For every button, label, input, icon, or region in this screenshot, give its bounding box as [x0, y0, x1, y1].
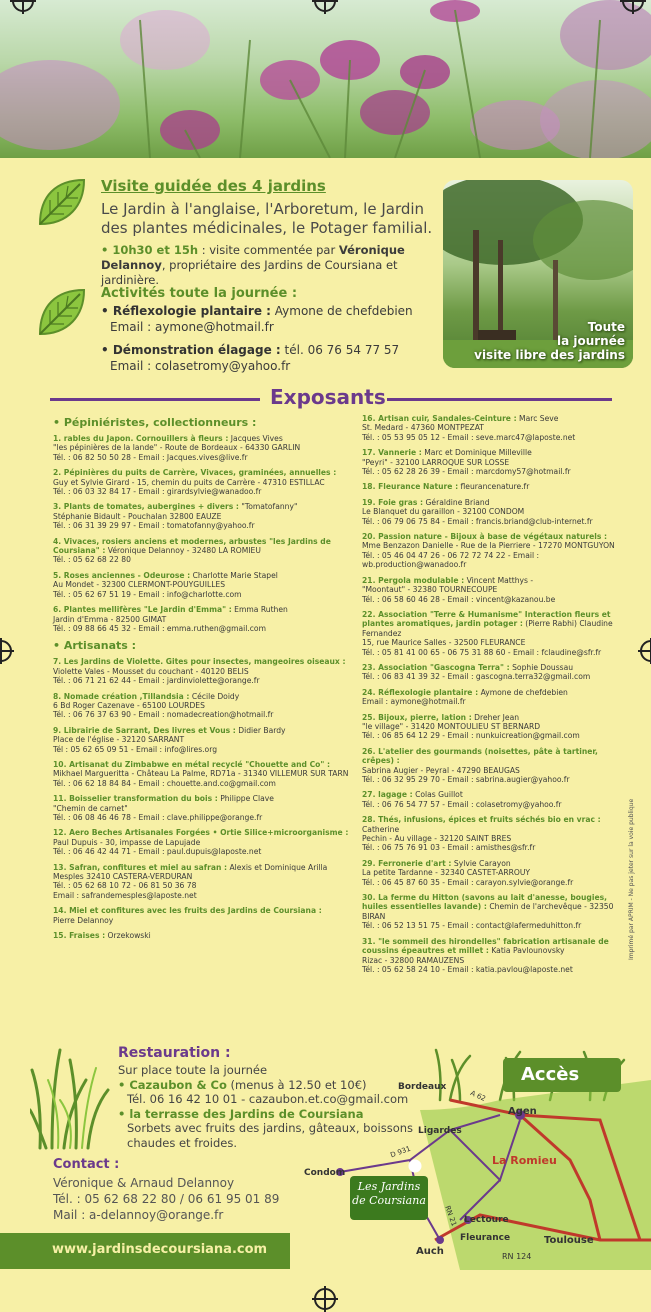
exhibitor-detail: Tél. : 06 83 41 39 32 - Email : gascogna.terra32@gmail.com [362, 672, 591, 682]
exhibitor-detail: 15, rue Maurice Salles - 32500 FLEURANCE [362, 638, 526, 648]
exhibitor-entry [362, 815, 624, 853]
exhibitor-heading: 19. Foie gras : [362, 497, 424, 507]
exhibitor-name: Alexis et Dominique Arilla [227, 862, 328, 872]
exposants-right-column [362, 414, 624, 980]
exhibitor-entry [362, 532, 624, 570]
exhibitor-detail: Tél. : 05 46 04 47 26 - 06 72 72 74 22 - Email : wb.production@wanadoo.fr [362, 550, 540, 570]
exhibitor-detail: Mikhael Margueritta - Château La Palme, RD71a - 31340 VILLEMUR SUR TARN [53, 769, 349, 779]
print-notice: Imprimé par APRIM - Ne pas jeter sur la voie publique [628, 798, 635, 960]
exhibitor-detail: Tél. : 06 45 87 60 35 - Email : carayon.sylvie@orange.fr [362, 877, 574, 887]
exhibitor-detail: Stéphanie Bidault - Pouchalan 32800 EAUZE [53, 511, 222, 521]
exhibitor-detail: Tél. : 06 52 13 51 75 - Email : contact@lafermeduhitton.fr [362, 921, 582, 931]
exhibitor-detail: Tél. : 06 31 39 29 97 - Email : tomatofanny@yahoo.fr [53, 521, 255, 531]
exhibitor-entry [362, 937, 624, 975]
contact-email: Mail : a-delannoy@orange.fr [53, 1208, 224, 1222]
divider-line [50, 398, 260, 401]
exhibitor-heading: 8. Nomade création ,Tillandsia : [53, 691, 190, 701]
exhibitor-heading: 2. Pépinières du puits de Carrère, Vivaces, graminées, annuelles : [53, 468, 337, 478]
exhibitor-entry [53, 726, 353, 754]
town-lectoure: Lectoure [464, 1215, 509, 1225]
exhibitor-detail: Tél. : 06 71 21 62 44 - Email : jardinviolette@orange.fr [53, 676, 260, 686]
visit-title: Visite guidée des 4 jardins [101, 177, 326, 195]
exhibitor-detail: "Moontaut" - 32380 TOURNECOUPE [362, 585, 498, 595]
exhibitor-detail: Pechin - Au village - 32120 SAINT BRES [362, 834, 512, 844]
registration-mark [0, 640, 12, 662]
visit-description: Le Jardin à l'anglaise, l'Arboretum, le Jardin des plantes médicinales, le Potager familial. [101, 200, 433, 237]
exhibitor-heading: 31. "le sommeil des hirondelles" fabrication artisanale de coussins épeautres et millet : [362, 936, 609, 956]
exhibitor-entry [53, 537, 353, 565]
exhibitor-entry [53, 468, 353, 496]
exhibitor-heading: 15. Fraises : [53, 931, 106, 941]
exhibitor-detail: Tél. : 06 58 60 46 28 - Email : vincent@kazanou.be [362, 594, 556, 604]
visit-time-text: : visite commentée par [198, 243, 339, 257]
exhibitor-name: Vincent Matthys - [464, 575, 534, 585]
exhibitor-entry [362, 663, 624, 682]
exhibitor-name: Jacques Vives [228, 434, 283, 443]
town-toulouse: Toulouse [544, 1235, 594, 1246]
exhibitor-detail: Tél. : 06 03 32 84 17 - Email : girardsylvie@wanadoo.fr [53, 487, 262, 497]
website-link[interactable]: www.jardinsdecoursiana.com [52, 1242, 268, 1257]
park-photo [443, 180, 633, 368]
activity-text: tél. 06 76 54 77 57 [280, 343, 400, 357]
exhibitor-detail: "le village" - 31420 MONTOULIEU ST BERNARD [362, 721, 541, 731]
exhibitor-heading: 12. Aero Beches Artisanales Forgées • Ortie Silice+microorganisme : [53, 828, 349, 838]
exhibitor-detail: Tél. : 05 62 28 26 39 - Email : marcdomy57@hotmail.fr [362, 467, 571, 477]
exhibitor-name: Géraldine Briand [423, 497, 490, 507]
exhibitor-detail: "les pépinières de la lande" - Route de Bordeaux - 64330 GARLIN [53, 443, 301, 453]
exhibitor-detail: Rizac - 32800 RAMAUZENS [362, 955, 465, 965]
exhibitor-name: Aymone de chefdebien [478, 687, 568, 697]
exhibitor-detail: Tél. : 06 46 42 44 71 - Email : paul.dupuis@laposte.net [53, 847, 262, 857]
exposants-left-column [53, 414, 353, 946]
exhibitor-heading: 28. Thés, infusions, épices et fruits séchés bio en vrac : [362, 815, 601, 825]
exhibitor-entry [362, 859, 624, 887]
exhibitor-detail: Mme Benzazon Danielle - Rue de la Pierriere - 17270 MONTGUYON [362, 541, 615, 551]
exhibitor-heading: 6. Plantes mellifères "Le Jardin d'Emma" : [53, 605, 232, 615]
flower-stems [0, 0, 651, 158]
exhibitor-detail: Tél. : 05 62 68 10 72 - 06 81 50 36 78 [53, 881, 197, 891]
exhibitor-entry [362, 576, 624, 604]
exhibitor-detail: Tél. : 06 79 06 75 84 - Email : francis.briand@club-internet.fr [362, 516, 593, 526]
exhibitor-detail: Tél : 05 62 65 09 51 - Email : info@lires.org [53, 744, 218, 754]
exhibitor-name: Colas Guillot [412, 790, 463, 800]
registration-mark [640, 640, 651, 662]
exhibitor-entry [362, 448, 624, 476]
exhibitor-detail: St. Medard - 47360 MONTPEZAT [362, 423, 484, 433]
exhibitor-detail: Email : safrandemesples@laposte.net [53, 890, 197, 900]
road-a62: A 62 [469, 1089, 487, 1103]
town-bordeaux: Bordeaux [398, 1082, 447, 1092]
terrace-name: • la terrasse des Jardins de Coursiana [118, 1106, 364, 1121]
exhibitor-name: (Pierre Rabhi) Claudine Fernandez [362, 619, 613, 638]
exhibitor-entry [362, 414, 624, 442]
exhibitor-detail: Tél. : 09 88 66 45 32 - Email : emma.ruthen@gmail.com [53, 623, 266, 633]
town-agen: Agen [508, 1106, 537, 1117]
exhibitor-entry [53, 906, 353, 925]
leaf-icon [36, 176, 88, 228]
exhibitor-entry [53, 794, 353, 822]
exhibitor-detail: Guy et Sylvie Girard - 15, chemin du puits de Carrère - 47310 ESTILLAC [53, 477, 325, 487]
visit-time: • 10h30 et 15h [101, 243, 199, 257]
exhibitor-heading: 27. lagage : [362, 790, 413, 800]
exhibitor-detail: Tél. : 05 81 41 00 65 - 06 75 31 88 60 - Email : fclaudine@sfr.fr [362, 647, 602, 657]
exhibitor-heading: 29. Ferronerie d'art : [362, 858, 452, 868]
logo-line: Les Jardins [357, 1180, 421, 1193]
exhibitor-entry [362, 713, 624, 741]
exhibitor-heading: 9. Librairie de Sarrant, Des livres et Vous : [53, 725, 236, 735]
contact-name: Véronique & Arnaud Delannoy [53, 1176, 235, 1190]
exhibitor-name: Chemin de l'archevêque - 32350 BIRAN [362, 902, 614, 921]
exhibitor-name: Sylvie Carayon [451, 858, 511, 868]
exhibitor-heading: 13. Safran, confitures et miel au safran : [53, 862, 228, 872]
exhibitor-detail: Pierre Delannoy [53, 915, 114, 925]
acces-title: Accès [521, 1064, 580, 1085]
town-la-romieu: La Romieu [492, 1154, 557, 1167]
exhibitor-detail: La petite Tardanne - 32340 CASTET-ARROUY [362, 868, 531, 878]
exhibitor-detail: Tél. : 05 62 58 24 10 - Email : katia.pavlou@laposte.net [362, 964, 573, 974]
exhibitor-entry [53, 502, 353, 530]
exhibitor-entry [53, 760, 353, 788]
road-d931: D 931 [389, 1144, 412, 1160]
exhibitor-detail: Le Blanquet du garaillon - 32100 CONDOM [362, 507, 525, 517]
contact-title: Contact : [53, 1157, 120, 1172]
logo-line: de Coursiana [352, 1194, 426, 1207]
contact-info [53, 1175, 279, 1223]
exhibitor-name: fleurancenature.fr [458, 482, 530, 492]
town-fleurance: Fleurance [460, 1233, 511, 1243]
exhibitor-entry [53, 434, 353, 462]
exhibitor-entry [53, 571, 353, 599]
exhibitor-detail: Sabrina Augier - Peyral - 47290 BEAUGAS [362, 765, 520, 775]
exhibitor-name: Didier Bardy [235, 725, 286, 735]
exhibitor-entry [362, 482, 624, 491]
exhibitor-detail: Tél. : 05 62 68 22 80 [53, 555, 131, 565]
exhibitor-heading: 1. rables du Japon. Cornouillers à fleurs : [53, 434, 229, 443]
exhibitor-name: Emma Ruthen [231, 605, 288, 615]
caterer-name: • Cazaubon & Co [118, 1077, 227, 1092]
exhibitor-detail: Tél. : 06 08 46 46 78 - Email : clave.philippe@orange.fr [53, 813, 263, 822]
caption-line: Toute [587, 320, 625, 334]
exhibitor-heading: 11. Boisselier transformation du bois : [53, 794, 218, 804]
exhibitor-detail: Email : aymone@hotmail.fr [362, 697, 466, 707]
visit-schedule [101, 243, 441, 288]
exhibitor-heading: 22. Association "Terre & Humanisme" Interaction fleurs et plantes aromatiques, jardin potager : [362, 609, 611, 629]
exhibitor-entry [53, 931, 353, 940]
coursiana-logo [350, 1176, 428, 1220]
exhibitor-detail: Jardin d'Emma - 82500 GIMAT [53, 614, 167, 624]
exhibitor-detail: Tél. : 06 76 37 63 90 - Email : nomadecreation@hotmail.fr [53, 710, 274, 720]
exhibitor-name: Charlotte Marie Stapel [190, 570, 278, 580]
exhibitor-name: Philippe Clave [217, 794, 274, 804]
caterer-contact: Tél. 06 16 42 10 01 - cazaubon.et.co@gmail.com [127, 1092, 409, 1106]
exhibitor-detail: Place de l'église - 32120 SARRANT [53, 735, 185, 745]
photo-caption [474, 320, 625, 362]
exhibitor-detail: Mesples 32410 CASTERA-VERDURAN [53, 872, 193, 882]
exhibitor-heading: 10. Artisanat du Zimbabwe en métal recyclé "Chouette and Co" : [53, 759, 331, 769]
town-condom: Condom [304, 1168, 346, 1178]
exhibitor-name: Orzekowski [105, 931, 151, 941]
road-n124: RN 124 [502, 1252, 532, 1261]
exhibitor-heading: 3. Plants de tomates, aubergines + divers : [53, 502, 239, 512]
activity-item [101, 342, 441, 374]
exhibitor-heading: 18. Fleurance Nature : [362, 482, 459, 492]
exhibitor-entry [362, 893, 624, 931]
exhibitor-detail: "Chemin de carnet" [53, 803, 128, 813]
exhibitor-entry [362, 688, 624, 707]
acces-badge [503, 1058, 621, 1092]
activity-label: • Réflexologie plantaire : [101, 304, 271, 318]
exhibitor-detail: Tél. : 06 32 95 29 70 - Email : sabrina.augier@yahoo.fr [362, 775, 570, 784]
caption-line: la journée [556, 334, 625, 348]
exhibitor-heading: 24. Réflexologie plantaire : [362, 687, 479, 697]
exhibitor-name: Catherine [362, 824, 400, 834]
exhibitor-detail: Tél. : 06 75 76 91 03 - Email : amisthes@sfr.fr [362, 843, 536, 853]
website-bar[interactable] [0, 1233, 290, 1269]
exhibitor-entry [362, 610, 624, 657]
exhibitor-heading: 7. Les Jardins de Violette. Gites pour insectes, mangeoires oiseaux : [53, 657, 346, 667]
exhibitor-name: Marc Seve [516, 414, 559, 423]
exhibitor-heading: 21. Pergola modulable : [362, 575, 465, 585]
exhibitor-entry [362, 747, 624, 785]
exhibitor-heading: 17. Vannerie : [362, 448, 422, 458]
divider-line [387, 398, 612, 401]
exhibitor-detail: Tél. : 06 62 18 84 84 - Email : chouette.and.co@gmail.com [53, 778, 276, 788]
exhibitor-heading: 25. Bijoux, pierre, lation : [362, 712, 472, 722]
exhibitor-detail: 6 Bd Roger Cazenave - 65100 LOURDES [53, 700, 205, 710]
exposants-title: Exposants [270, 385, 386, 409]
activity-email: Email : colasetromy@yahoo.fr [110, 359, 291, 373]
exhibitor-name: Dreher Jean [471, 712, 520, 722]
exhibitor-entry [53, 863, 353, 901]
exhibitor-entry [53, 692, 353, 720]
exhibitor-category: • Artisanats : [53, 639, 137, 653]
exhibitor-heading: 14. Miel et confitures avec les fruits des Jardins de Coursiana : [53, 906, 322, 916]
exhibitor-heading: 30. La ferme du Hitton (savons au lait d'anesse, bougies, huiles essentielles lavande) : [362, 893, 608, 912]
exhibitor-heading: 26. L'atelier des gourmands (noisettes, pâte à tartiner, crêpes) : [362, 746, 598, 766]
exhibitor-entry [362, 498, 624, 526]
exhibitor-heading: 23. Association "Gascogna Terra" : [362, 662, 510, 672]
caterer-menu: (menus à 12.50 et 10€) [226, 1077, 367, 1092]
grass-icon [30, 1040, 112, 1150]
exhibitor-name: Cécile Doidy [189, 691, 240, 701]
exhibitor-detail: Tél. : 05 53 95 05 12 - Email : seve.marc47@laposte.net [362, 432, 576, 442]
exhibitor-detail: Violette Vales - Mousset du couchant - 40120 BELIS [53, 666, 249, 676]
exhibitor-detail: Tél. : 05 62 67 51 19 - Email : info@charlotte.com [53, 589, 242, 599]
registration-mark [314, 1288, 336, 1310]
exhibitor-detail: Tél. : 06 85 64 12 29 - Email : nunkuicreation@gmail.com [362, 731, 580, 741]
exhibitor-name: Marc et Dominique Milleville [421, 448, 532, 458]
caption-line: visite libre des jardins [474, 348, 625, 362]
exhibitor-detail: "Peyri" - 32100 LARROQUE SUR LOSSE [362, 457, 510, 467]
exhibitor-name: Sophie Doussau [509, 662, 574, 672]
access-map [300, 1040, 651, 1270]
activity-text: Aymone de chefdebien [270, 304, 413, 318]
exhibitor-heading: 4. Vivaces, rosiers anciens et modernes, arbustes "les Jardins de Coursiana" : [53, 536, 331, 556]
exhibitor-detail: Tél. : 06 76 54 77 57 - Email : colasetromy@yahoo.fr [362, 799, 562, 809]
exhibitor-detail: Au Mondet - 32300 CLERMONT-POUYGUILLES [53, 580, 226, 590]
terrace-text: Sorbets avec fruits des jardins, gâteaux, boissons chaudes et froides. [127, 1121, 414, 1150]
exhibitor-detail: Paul Dupuis - 30, impasse de Lapujade [53, 837, 201, 847]
exhibitor-heading: 16. Artisan cuir, Sandales-Ceinture : [362, 414, 517, 423]
exhibitor-heading: 20. Passion nature - Bijoux à base de végétaux naturels : [362, 532, 608, 542]
visit-guide: Véronique Delannoy [101, 243, 405, 272]
hero-flower-photo [0, 0, 651, 158]
contact-phone: Tél. : 05 62 68 22 80 / 06 61 95 01 89 [53, 1192, 280, 1206]
exhibitor-name: "Tomatofanny" [238, 502, 298, 512]
town-auch: Auch [416, 1246, 444, 1257]
exhibitor-entry [362, 790, 624, 809]
activity-email: Email : aymone@hotmail.fr [110, 320, 274, 334]
restauration-title: Restauration : [118, 1045, 231, 1061]
activity-item [101, 303, 441, 335]
exhibitor-entry [53, 828, 353, 856]
exhibitor-detail: Tél. : 06 82 50 50 28 - Email : Jacques.vives@live.fr [53, 452, 248, 462]
resto-line: Sur place toute la journée [118, 1063, 268, 1077]
exhibitor-category: • Pépiniéristes, collectionneurs : [53, 416, 257, 429]
exhibitor-entry [53, 657, 353, 685]
exhibitor-entry [53, 605, 353, 633]
activities-title: Activités toute la journée : [101, 286, 298, 301]
leaf-icon [36, 286, 88, 338]
town-ligardes: Ligardes [418, 1126, 462, 1136]
exhibitor-heading: 5. Roses anciennes - Odeurose : [53, 570, 191, 580]
road-n21: RN 21 [443, 1204, 459, 1228]
visit-guide-text: , propriétaire des Jardins de Coursiana et jardinière. [101, 258, 398, 287]
exhibitor-name: Véronique Delannoy - 32480 LA ROMIEU [105, 546, 261, 556]
exhibitor-name: Katia Pavlounovsky [488, 946, 565, 956]
activity-label: • Démonstration élagage : [101, 343, 281, 357]
